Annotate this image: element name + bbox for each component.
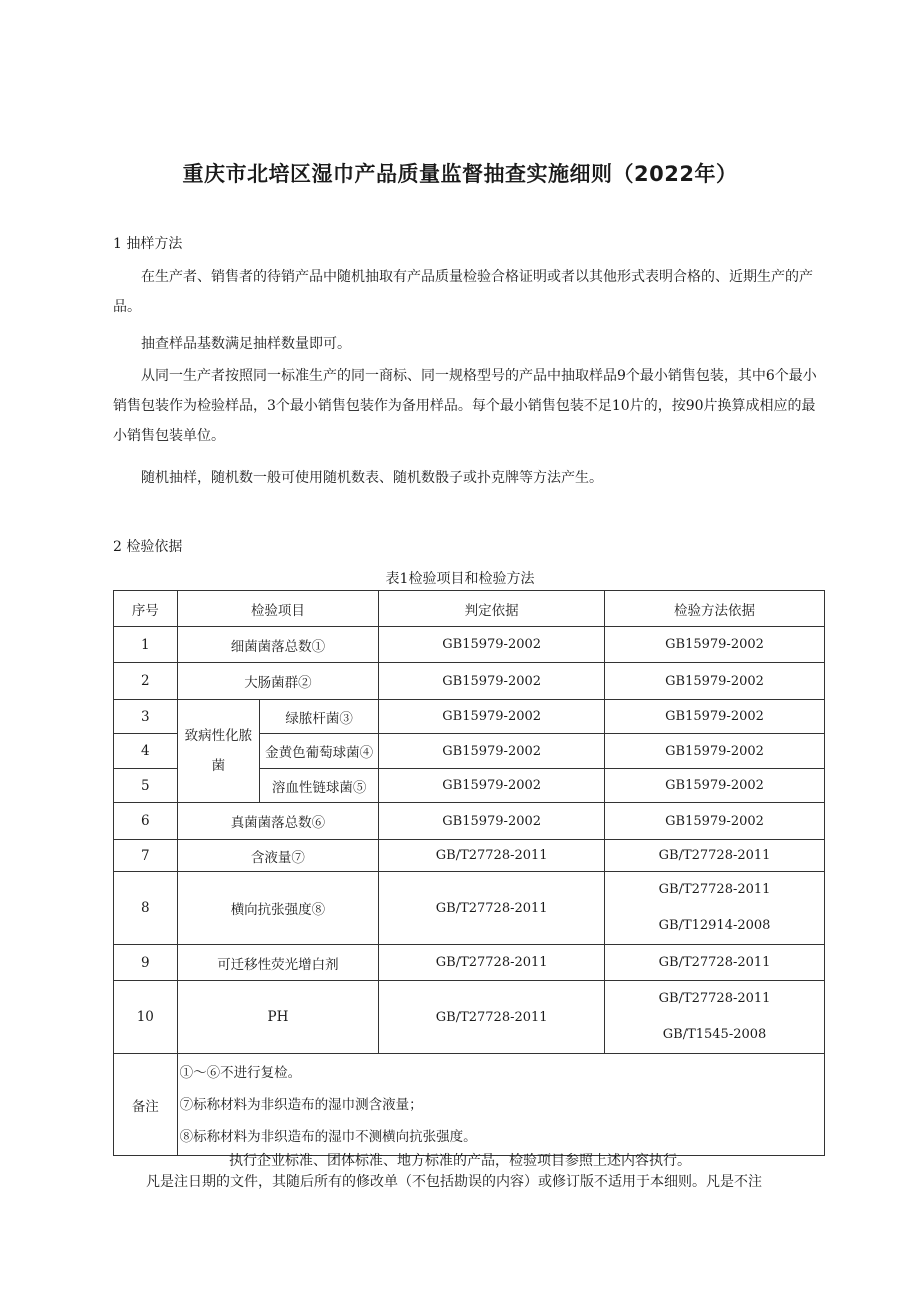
footer-line-1: 执行企业标准、团体标准、地方标准的产品，检验项目参照上述内容执行。 xyxy=(229,1153,691,1169)
paragraph-2: 抽查样品基数满足抽样数量即可。 xyxy=(141,336,351,352)
row-basis: GB/T27728-2011 xyxy=(379,872,605,945)
paragraph-4: 随机抽样，随机数一般可使用随机数表、随机数骰子或扑克牌等方法产生。 xyxy=(141,470,603,486)
method-line: GB/T1545-2008 xyxy=(662,1027,767,1042)
row-no: 2 xyxy=(114,663,178,700)
table-caption: 表1检验项目和检验方法 xyxy=(385,571,535,587)
row-no: 3 xyxy=(114,700,178,734)
notes-row xyxy=(114,1054,825,1156)
row-no: 1 xyxy=(114,627,178,663)
row-method xyxy=(605,981,825,1054)
table-row xyxy=(114,663,825,700)
row-method: GB15979-2002 xyxy=(605,700,825,734)
table-row xyxy=(114,872,825,945)
paragraph-3: 从同一生产者按照同一标准生产的同一商标、同一规格型号的产品中抽取样品9个最小销售包装，其中6个最小销售包装作为检验样品，3个最小销售包装作为备用样品。每个最小销售包装不足10片的，按90片换算成相应的最小销售包装单位。 xyxy=(113,368,817,444)
row-no: 6 xyxy=(114,803,178,840)
row-no: 10 xyxy=(114,981,178,1054)
row-basis: GB15979-2002 xyxy=(379,627,605,663)
row-method: GB15979-2002 xyxy=(605,803,825,840)
method-line: GB/T12914-2008 xyxy=(658,918,771,933)
row-method: GB15979-2002 xyxy=(605,627,825,663)
row-method: GB15979-2002 xyxy=(605,663,825,700)
row-item: 可迁移性荧光增白剂 xyxy=(177,945,379,981)
row-basis: GB/T27728-2011 xyxy=(379,840,605,872)
table-row xyxy=(114,700,825,734)
section-1-heading: 1 抽样方法 xyxy=(113,236,183,252)
row-method xyxy=(605,872,825,945)
header-item: 检验项目 xyxy=(177,591,379,627)
header-no: 序号 xyxy=(114,591,178,627)
header-basis: 判定依据 xyxy=(379,591,605,627)
row-no: 7 xyxy=(114,840,178,872)
row-item: 大肠菌群② xyxy=(177,663,379,700)
method-line: GB/T27728-2011 xyxy=(658,991,771,1006)
row-method: GB15979-2002 xyxy=(605,769,825,803)
table-header-row xyxy=(114,591,825,627)
header-method: 检验方法依据 xyxy=(605,591,825,627)
row-no: 5 xyxy=(114,769,178,803)
row-item: 含液量⑦ xyxy=(177,840,379,872)
table-row xyxy=(114,840,825,872)
note-line: ①～⑥不进行复检。 xyxy=(179,1064,302,1081)
group-label-pathogenic: 致病性化脓菌 xyxy=(177,700,259,803)
row-basis: GB15979-2002 xyxy=(379,663,605,700)
row-no: 8 xyxy=(114,872,178,945)
section-2-heading: 2 检验依据 xyxy=(113,539,183,555)
paragraph-1: 在生产者、销售者的待销产品中随机抽取有产品质量检验合格证明或者以其他形式表明合格的、近期生产的产品。 xyxy=(113,269,813,315)
table-row xyxy=(114,981,825,1054)
row-item: PH xyxy=(177,981,379,1054)
row-basis: GB15979-2002 xyxy=(379,769,605,803)
row-item: 金黄色葡萄球菌④ xyxy=(260,734,379,769)
row-method: GB/T27728-2011 xyxy=(605,840,825,872)
row-item: 细菌菌落总数① xyxy=(177,627,379,663)
notes-label: 备注 xyxy=(114,1054,178,1156)
row-basis: GB15979-2002 xyxy=(379,734,605,769)
row-item: 真菌菌落总数⑥ xyxy=(177,803,379,840)
row-method: GB/T27728-2011 xyxy=(605,945,825,981)
row-no: 4 xyxy=(114,734,178,769)
note-line: ⑦标称材料为非织造布的湿巾测含液量； xyxy=(179,1096,423,1113)
row-no: 9 xyxy=(114,945,178,981)
row-basis: GB/T27728-2011 xyxy=(379,981,605,1054)
table-row xyxy=(114,945,825,981)
method-line: GB/T27728-2011 xyxy=(658,882,771,897)
row-basis: GB15979-2002 xyxy=(379,803,605,840)
table-row xyxy=(114,627,825,663)
row-basis: GB/T27728-2011 xyxy=(379,945,605,981)
document-title: 重庆市北培区湿巾产品质量监督抽查实施细则（2022年） xyxy=(182,162,738,186)
table-row xyxy=(114,803,825,840)
footer-line-2: 凡是注日期的文件，其随后所有的修改单（不包括勘误的内容）或修订版不适用于本细则。凡是不注 xyxy=(146,1174,762,1190)
note-line: ⑧标称材料为非织造布的湿巾不测横向抗张强度。 xyxy=(179,1128,477,1145)
row-method: GB15979-2002 xyxy=(605,734,825,769)
row-item: 绿脓杆菌③ xyxy=(260,700,379,734)
inspection-table xyxy=(113,590,825,1156)
notes-content xyxy=(177,1054,824,1156)
row-item: 横向抗张强度⑧ xyxy=(177,872,379,945)
row-basis: GB15979-2002 xyxy=(379,700,605,734)
row-item: 溶血性链球菌⑤ xyxy=(260,769,379,803)
